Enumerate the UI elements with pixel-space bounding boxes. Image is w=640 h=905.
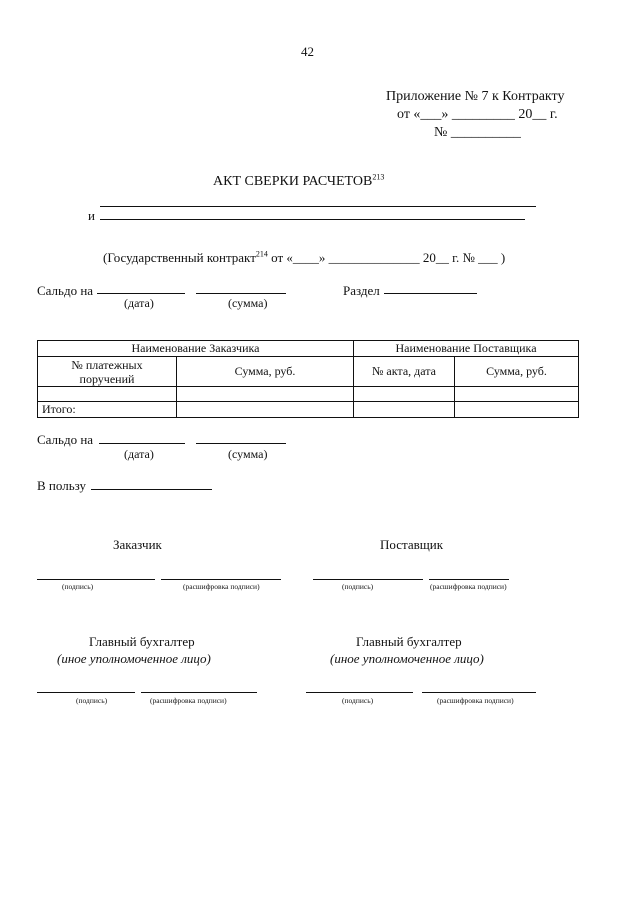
supplier-header: Наименование Поставщика [354, 341, 579, 357]
table-cell [177, 402, 354, 418]
annex-line-2: от «___» _________ 20__ г. [397, 107, 558, 122]
saldo-top-sum-line [196, 293, 286, 294]
customer-accountant-subtitle: (иное уполномоченное лицо) [57, 651, 211, 666]
customer-accountant-sign-caption: (подпись) [76, 696, 108, 705]
section-line [384, 293, 477, 294]
supplier-accountant-decode-line [422, 692, 536, 693]
customer-accountant-title: Главный бухгалтер [89, 634, 195, 649]
col-payment-line-1: № платежных [71, 357, 143, 372]
supplier-sign-caption: (подпись) [342, 582, 374, 591]
supplier-accountant-subtitle: (иное уполномоченное лицо) [330, 651, 484, 666]
saldo-bottom-date-line [99, 443, 185, 444]
supplier-accountant-sign-line [306, 692, 413, 693]
supplier-accountant-decode-caption: (расшифровка подписи) [437, 696, 514, 705]
document-title [213, 174, 384, 190]
col-payment-orders [38, 357, 177, 387]
contract-line [103, 250, 505, 266]
table-cell [177, 387, 354, 402]
customer-sign-line [37, 579, 155, 580]
contract-prefix: (Государственный контракт [103, 250, 256, 265]
table-row [38, 387, 579, 402]
saldo-bottom-label: Сальдо на [37, 432, 94, 447]
supplier-accountant-title: Главный бухгалтер [356, 634, 462, 649]
supplier-title: Поставщик [380, 537, 444, 552]
saldo-top-date-line [97, 293, 185, 294]
col-sum-supplier: Сумма, руб. [455, 357, 579, 387]
supplier-sign-line [313, 579, 423, 580]
total-label: Итого: [38, 402, 177, 418]
and-label: и [88, 208, 95, 223]
customer-decode-caption: (расшифровка подписи) [183, 582, 260, 591]
table-cell [455, 402, 579, 418]
customer-accountant-decode-line [141, 692, 257, 693]
table-cell [354, 387, 455, 402]
saldo-top-label: Сальдо на [37, 283, 94, 298]
saldo-top-sum-caption: (сумма) [228, 296, 268, 310]
page-number: 42 [301, 44, 314, 59]
saldo-bottom-date-caption: (дата) [124, 447, 154, 461]
supplier-decode-line [429, 579, 509, 580]
party-line-2 [100, 219, 525, 220]
settlement-table [37, 340, 579, 418]
table-cell [354, 402, 455, 418]
customer-header: Наименование Заказчика [38, 341, 354, 357]
title-text: АКТ СВЕРКИ РАСЧЕТОВ [213, 174, 373, 189]
customer-accountant-decode-caption: (расшифровка подписи) [150, 696, 227, 705]
customer-sign-caption: (подпись) [62, 582, 94, 591]
customer-title: Заказчик [113, 537, 162, 552]
total-row [38, 402, 579, 418]
col-act-date: № акта, дата [354, 357, 455, 387]
contract-footnote: 214 [255, 249, 268, 259]
annex-line-1: Приложение № 7 к Контракту [386, 89, 565, 104]
favor-line [91, 489, 212, 490]
table-cell [38, 387, 177, 402]
annex-line-3: № __________ [434, 125, 521, 140]
saldo-bottom-sum-line [196, 443, 286, 444]
col-sum-customer: Сумма, руб. [177, 357, 354, 387]
supplier-decode-caption: (расшифровка подписи) [430, 582, 507, 591]
favor-label: В пользу [37, 478, 86, 493]
saldo-top-date-caption: (дата) [124, 296, 154, 310]
contract-suffix: от «____» ______________ 20__ г. № ___ ) [267, 250, 506, 265]
supplier-accountant-sign-caption: (подпись) [342, 696, 374, 705]
party-line-1 [100, 206, 536, 207]
customer-accountant-sign-line [37, 692, 135, 693]
saldo-bottom-sum-caption: (сумма) [228, 447, 268, 461]
title-footnote: 213 [372, 172, 385, 182]
section-label: Раздел [343, 283, 380, 298]
col-payment-line-2: поручений [79, 371, 135, 386]
customer-decode-line [161, 579, 281, 580]
table-cell [455, 387, 579, 402]
